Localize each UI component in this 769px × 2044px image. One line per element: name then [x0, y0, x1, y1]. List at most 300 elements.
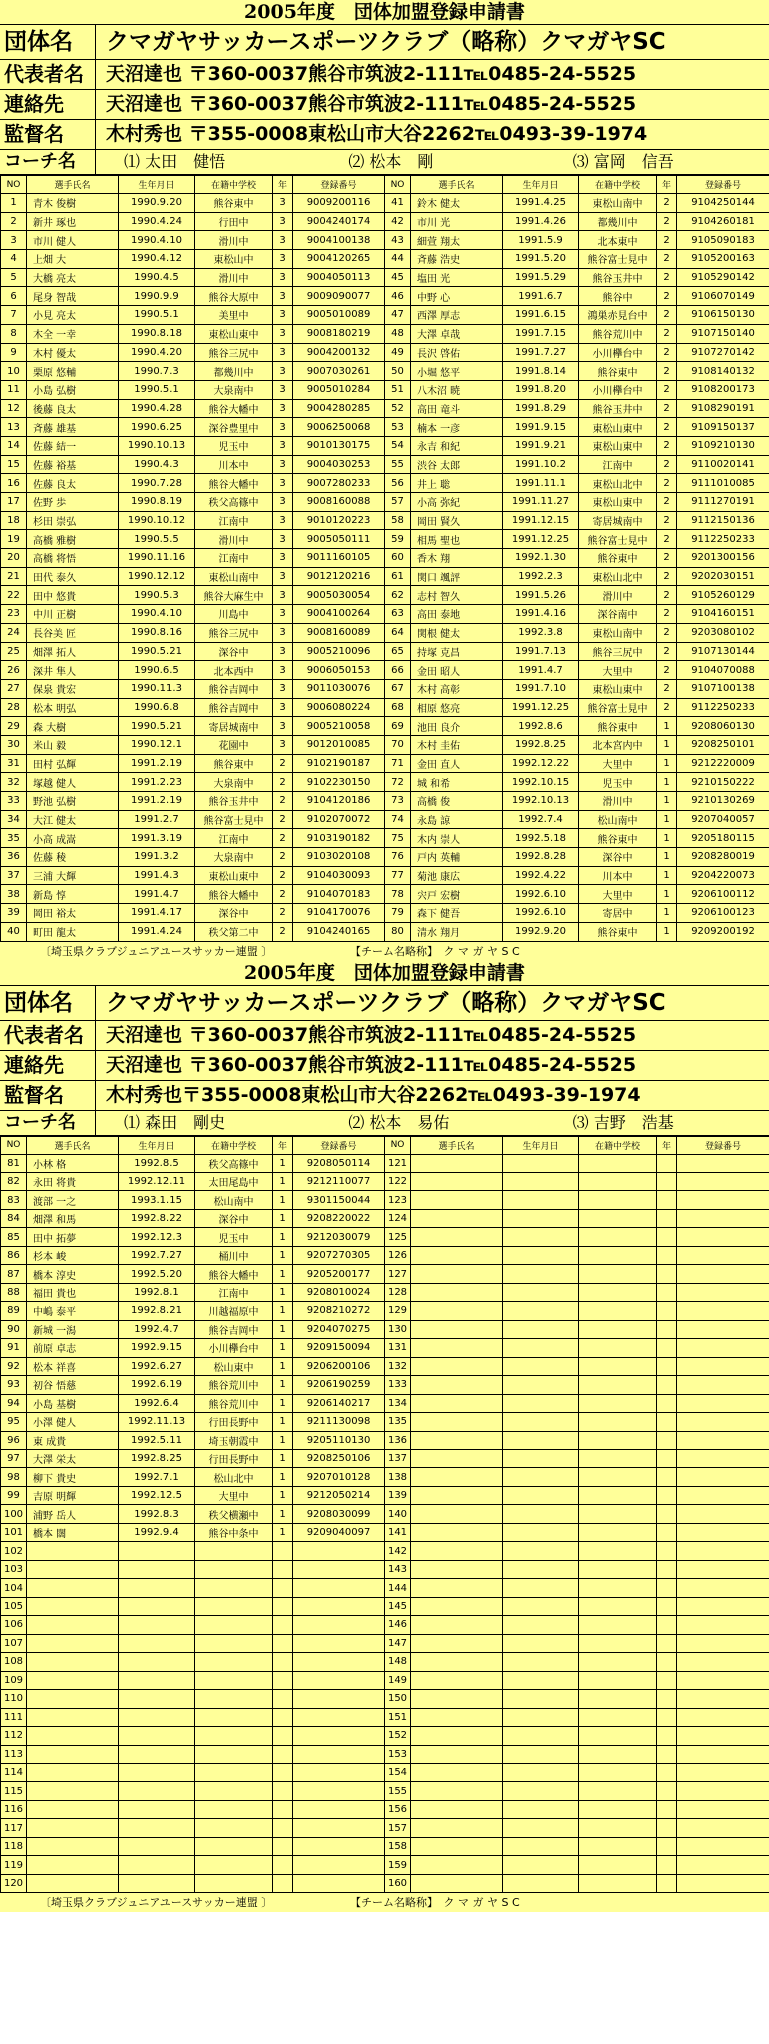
row-no: 123 — [385, 1191, 411, 1209]
grade — [657, 1450, 677, 1468]
row-no: 71 — [385, 754, 411, 773]
table-row — [1, 1763, 769, 1781]
player-name: 木村 圭佑 — [411, 735, 503, 754]
contact-row — [0, 90, 769, 120]
registration-no: 9209040097 — [293, 1523, 385, 1541]
birth-date: 1991.2.7 — [119, 810, 195, 829]
grade: 2 — [657, 324, 677, 343]
middle-school: 大泉南中 — [195, 848, 273, 867]
grade: 2 — [657, 511, 677, 530]
team-name-label: 団体名 — [0, 25, 96, 59]
player-name — [27, 1819, 119, 1837]
player-name: 永田 将貴 — [27, 1172, 119, 1190]
registration-no: 9103190182 — [293, 829, 385, 848]
grade: 1 — [657, 735, 677, 754]
table-row — [1, 1228, 769, 1246]
registration-no: 9205200177 — [293, 1265, 385, 1283]
row-no: 43 — [385, 231, 411, 250]
birth-date — [119, 1727, 195, 1745]
grade — [657, 1800, 677, 1818]
director-label: 監督名 — [0, 120, 96, 149]
birth-date: 1992.3.8 — [503, 623, 579, 642]
grade: 2 — [273, 866, 293, 885]
registration-no — [677, 1265, 769, 1283]
birth-date — [119, 1745, 195, 1763]
birth-date: 1991.3.19 — [119, 829, 195, 848]
middle-school: 熊谷東中 — [579, 829, 657, 848]
birth-date: 1991.7.10 — [503, 679, 579, 698]
registration-no — [293, 1542, 385, 1560]
table-row — [1, 1819, 769, 1837]
birth-date: 1991.4.17 — [119, 904, 195, 923]
middle-school: 深谷中 — [195, 904, 273, 923]
row-no: 133 — [385, 1376, 411, 1394]
grade: 2 — [657, 362, 677, 381]
middle-school: 東松山北中 — [579, 474, 657, 493]
row-no: 52 — [385, 399, 411, 418]
birth-date: 1991.2.19 — [119, 792, 195, 811]
middle-school — [195, 1800, 273, 1818]
middle-school — [195, 1763, 273, 1781]
row-no: 73 — [385, 792, 411, 811]
birth-date — [503, 1653, 579, 1671]
grade — [657, 1634, 677, 1652]
birth-date — [503, 1191, 579, 1209]
birth-date — [503, 1209, 579, 1227]
player-name: 塚越 健人 — [27, 773, 119, 792]
row-no: 102 — [1, 1542, 27, 1560]
registration-no — [293, 1745, 385, 1763]
registration-no: 9103020108 — [293, 848, 385, 867]
grade: 2 — [657, 306, 677, 325]
grade: 3 — [273, 549, 293, 568]
row-no: 122 — [385, 1172, 411, 1190]
birth-date — [503, 1468, 579, 1486]
player-name: 相馬 聖也 — [411, 530, 503, 549]
middle-school: 熊谷大原中 — [195, 287, 273, 306]
middle-school — [195, 1653, 273, 1671]
birth-date — [503, 1874, 579, 1892]
grade: 2 — [657, 231, 677, 250]
registration-no: 9301150044 — [293, 1191, 385, 1209]
middle-school: 江南中 — [195, 1283, 273, 1301]
registration-no: 9211130098 — [293, 1413, 385, 1431]
birth-date: 1991.4.3 — [119, 866, 195, 885]
middle-school: 江南中 — [195, 511, 273, 530]
birth-date — [503, 1542, 579, 1560]
birth-date — [503, 1376, 579, 1394]
registration-no: 9206100123 — [677, 904, 769, 923]
grade — [657, 1856, 677, 1874]
column-header: 在籍中学校 — [195, 1136, 273, 1154]
row-no: 47 — [385, 306, 411, 325]
player-name: 木村 高彰 — [411, 679, 503, 698]
middle-school: 深谷中 — [195, 1209, 273, 1227]
grade: 3 — [273, 679, 293, 698]
grade: 3 — [273, 231, 293, 250]
middle-school: 熊谷三尻中 — [195, 623, 273, 642]
row-no: 103 — [1, 1560, 27, 1578]
row-no: 90 — [1, 1320, 27, 1338]
registration-no: 9004120265 — [293, 250, 385, 269]
middle-school — [579, 1265, 657, 1283]
row-no: 137 — [385, 1450, 411, 1468]
registration-no: 9208210272 — [293, 1302, 385, 1320]
middle-school: 熊谷三尻中 — [579, 642, 657, 661]
table-row — [1, 1708, 769, 1726]
contact-row — [0, 1051, 769, 1081]
row-no: 10 — [1, 362, 27, 381]
row-no: 81 — [1, 1154, 27, 1172]
player-name: 三浦 大輝 — [27, 866, 119, 885]
column-header: 選手氏名 — [411, 1136, 503, 1154]
table-row — [1, 306, 769, 325]
middle-school — [579, 1468, 657, 1486]
middle-school: 松山南中 — [195, 1191, 273, 1209]
grade: 3 — [273, 194, 293, 213]
birth-date — [503, 1616, 579, 1634]
middle-school: 川本中 — [579, 866, 657, 885]
grade: 1 — [273, 1431, 293, 1449]
table-row — [1, 1856, 769, 1874]
row-no: 34 — [1, 810, 27, 829]
middle-school — [579, 1246, 657, 1264]
birth-date: 1991.4.7 — [119, 885, 195, 904]
grade: 1 — [657, 866, 677, 885]
middle-school: 江南中 — [579, 455, 657, 474]
grade: 2 — [657, 455, 677, 474]
player-name — [27, 1579, 119, 1597]
grade — [273, 1837, 293, 1855]
player-name: 佐藤 裕基 — [27, 455, 119, 474]
grade — [657, 1265, 677, 1283]
middle-school: 東松山東中 — [579, 679, 657, 698]
grade — [657, 1763, 677, 1781]
birth-date: 1990.4.3 — [119, 455, 195, 474]
middle-school: 寄居城南中 — [579, 511, 657, 530]
player-name — [27, 1782, 119, 1800]
registration-no: 9106070149 — [677, 287, 769, 306]
column-header: 選手氏名 — [27, 176, 119, 194]
grade: 2 — [273, 810, 293, 829]
row-no: 91 — [1, 1339, 27, 1357]
birth-date — [119, 1653, 195, 1671]
birth-date: 1990.5.3 — [119, 586, 195, 605]
birth-date: 1991.5.9 — [503, 231, 579, 250]
registration-no: 9203080102 — [677, 623, 769, 642]
registration-no — [293, 1874, 385, 1892]
row-no: 53 — [385, 418, 411, 437]
registration-no: 9109210130 — [677, 436, 769, 455]
middle-school — [195, 1634, 273, 1652]
middle-school — [579, 1376, 657, 1394]
middle-school: 松山南中 — [579, 810, 657, 829]
birth-date — [119, 1763, 195, 1781]
birth-date — [503, 1302, 579, 1320]
birth-date: 1992.8.28 — [503, 848, 579, 867]
grade: 3 — [273, 661, 293, 680]
row-no: 62 — [385, 586, 411, 605]
registration-no — [293, 1782, 385, 1800]
player-name: 金田 昭人 — [411, 661, 503, 680]
middle-school: 熊谷大幡中 — [195, 474, 273, 493]
birth-date: 1992.4.7 — [119, 1320, 195, 1338]
row-no: 7 — [1, 306, 27, 325]
grade: 1 — [273, 1357, 293, 1375]
middle-school — [579, 1800, 657, 1818]
player-name — [411, 1394, 503, 1412]
middle-school — [579, 1542, 657, 1560]
registration-no: 9107270142 — [677, 343, 769, 362]
player-name: 相原 悠亮 — [411, 698, 503, 717]
birth-date: 1990.9.20 — [119, 194, 195, 213]
row-no: 5 — [1, 268, 27, 287]
column-header: 登録番号 — [293, 176, 385, 194]
birth-date: 1990.10.12 — [119, 511, 195, 530]
row-no: 114 — [1, 1763, 27, 1781]
registration-no: 9204220073 — [677, 866, 769, 885]
middle-school: 太田尾島中 — [195, 1172, 273, 1190]
director-value: 木村秀也〒355-0008東松山市大谷2262℡0493-39-1974 — [106, 1083, 641, 1106]
birth-date: 1990.9.9 — [119, 287, 195, 306]
birth-date: 1990.4.20 — [119, 343, 195, 362]
middle-school: 大里中 — [195, 1486, 273, 1504]
middle-school: 寄居中 — [579, 904, 657, 923]
row-no: 36 — [1, 848, 27, 867]
table-row — [1, 904, 769, 923]
player-name — [411, 1597, 503, 1615]
player-name — [411, 1671, 503, 1689]
federation-name: 〔埼玉県クラブジュニアユースサッカー連盟 〕 — [40, 1896, 273, 1910]
grade: 1 — [273, 1413, 293, 1431]
row-no: 11 — [1, 380, 27, 399]
table-row — [1, 810, 769, 829]
grade: 1 — [273, 1209, 293, 1227]
grade: 2 — [273, 773, 293, 792]
grade: 1 — [657, 717, 677, 736]
registration-no: 9104120186 — [293, 792, 385, 811]
table-row — [1, 1616, 769, 1634]
player-name — [411, 1154, 503, 1172]
player-name: 柳下 貴史 — [27, 1468, 119, 1486]
birth-date — [119, 1634, 195, 1652]
column-header: NO — [385, 1136, 411, 1154]
registration-no: 9008180219 — [293, 324, 385, 343]
player-name: 後藤 良太 — [27, 399, 119, 418]
player-name — [411, 1560, 503, 1578]
birth-date: 1991.3.2 — [119, 848, 195, 867]
row-no: 127 — [385, 1265, 411, 1283]
birth-date — [119, 1800, 195, 1818]
registration-no — [293, 1690, 385, 1708]
table-row — [1, 885, 769, 904]
grade: 1 — [657, 922, 677, 941]
registration-no: 9111010085 — [677, 474, 769, 493]
table-row — [1, 1874, 769, 1892]
grade: 2 — [657, 250, 677, 269]
row-no: 57 — [385, 493, 411, 512]
grade: 2 — [273, 904, 293, 923]
table-row — [1, 380, 769, 399]
player-name — [27, 1671, 119, 1689]
player-name: 上畑 大 — [27, 250, 119, 269]
middle-school: 川越福原中 — [195, 1302, 273, 1320]
middle-school: 滑川中 — [579, 792, 657, 811]
table-row — [1, 455, 769, 474]
birth-date: 1992.5.20 — [119, 1265, 195, 1283]
grade: 2 — [657, 679, 677, 698]
row-no: 100 — [1, 1505, 27, 1523]
registration-no: 9104030093 — [293, 866, 385, 885]
player-name: 田代 泰久 — [27, 567, 119, 586]
player-name — [411, 1800, 503, 1818]
row-no: 158 — [385, 1837, 411, 1855]
player-name: 新島 惇 — [27, 885, 119, 904]
player-name: 松本 祥喜 — [27, 1357, 119, 1375]
row-no: 101 — [1, 1523, 27, 1541]
grade — [657, 1597, 677, 1615]
registration-no — [677, 1468, 769, 1486]
birth-date: 1992.12.3 — [119, 1228, 195, 1246]
birth-date: 1991.5.20 — [503, 250, 579, 269]
middle-school — [579, 1209, 657, 1227]
middle-school — [579, 1560, 657, 1578]
registration-no: 9207270305 — [293, 1246, 385, 1264]
row-no: 104 — [1, 1579, 27, 1597]
birth-date — [119, 1708, 195, 1726]
birth-date: 1991.6.7 — [503, 287, 579, 306]
grade: 3 — [273, 642, 293, 661]
table-row — [1, 493, 769, 512]
player-name: 青木 俊樹 — [27, 194, 119, 213]
middle-school: 江南中 — [195, 829, 273, 848]
table-row — [1, 1413, 769, 1431]
row-no: 99 — [1, 1486, 27, 1504]
row-no: 18 — [1, 511, 27, 530]
coach-row — [0, 1111, 769, 1136]
birth-date: 1990.10.13 — [119, 436, 195, 455]
middle-school — [579, 1616, 657, 1634]
player-name: 長谷美 匠 — [27, 623, 119, 642]
table-row — [1, 287, 769, 306]
birth-date — [503, 1505, 579, 1523]
row-no: 152 — [385, 1727, 411, 1745]
middle-school: 東松山南中 — [195, 567, 273, 586]
row-no: 139 — [385, 1486, 411, 1504]
row-no: 132 — [385, 1357, 411, 1375]
birth-date: 1992.11.13 — [119, 1413, 195, 1431]
row-no: 160 — [385, 1874, 411, 1892]
birth-date: 1992.7.27 — [119, 1246, 195, 1264]
birth-date: 1990.7.28 — [119, 474, 195, 493]
middle-school: 熊谷玉井中 — [579, 399, 657, 418]
row-no: 66 — [385, 661, 411, 680]
birth-date: 1993.1.15 — [119, 1191, 195, 1209]
middle-school: 大里中 — [579, 754, 657, 773]
table-row — [1, 1800, 769, 1818]
grade — [657, 1653, 677, 1671]
birth-date: 1990.11.3 — [119, 679, 195, 698]
registration-no: 9104240165 — [293, 922, 385, 941]
birth-date — [119, 1579, 195, 1597]
grade — [657, 1394, 677, 1412]
registration-no: 9104070183 — [293, 885, 385, 904]
registration-no: 9004240174 — [293, 212, 385, 231]
row-no: 115 — [1, 1782, 27, 1800]
birth-date — [503, 1523, 579, 1541]
middle-school: 行田長野中 — [195, 1450, 273, 1468]
row-no: 148 — [385, 1653, 411, 1671]
grade — [273, 1597, 293, 1615]
middle-school — [579, 1874, 657, 1892]
registration-no: 9107130144 — [677, 642, 769, 661]
row-no: 28 — [1, 698, 27, 717]
player-name: 渡部 一之 — [27, 1191, 119, 1209]
registration-no — [293, 1653, 385, 1671]
table-row — [1, 1579, 769, 1597]
grade: 2 — [657, 343, 677, 362]
middle-school — [579, 1302, 657, 1320]
birth-date — [503, 1579, 579, 1597]
registration-no: 9108140132 — [677, 362, 769, 381]
row-no: 31 — [1, 754, 27, 773]
table-row — [1, 1486, 769, 1504]
player-name: 福田 貴也 — [27, 1283, 119, 1301]
player-name: 中川 正樹 — [27, 605, 119, 624]
middle-school — [579, 1413, 657, 1431]
birth-date — [503, 1800, 579, 1818]
table-row — [1, 661, 769, 680]
table-row — [1, 1653, 769, 1671]
player-name: 高田 泰地 — [411, 605, 503, 624]
registration-no: 9102190187 — [293, 754, 385, 773]
birth-date: 1991.12.25 — [503, 530, 579, 549]
grade: 2 — [657, 586, 677, 605]
team-name-row — [0, 25, 769, 60]
registration-no — [677, 1837, 769, 1855]
registration-no — [293, 1597, 385, 1615]
row-no: 107 — [1, 1634, 27, 1652]
player-name — [411, 1450, 503, 1468]
table-row — [1, 754, 769, 773]
birth-date — [503, 1357, 579, 1375]
registration-no: 9206100112 — [677, 885, 769, 904]
federation-name: 〔埼玉県クラブジュニアユースサッカー連盟 〕 — [40, 944, 273, 958]
middle-school — [195, 1745, 273, 1763]
row-no: 9 — [1, 343, 27, 362]
row-no: 20 — [1, 549, 27, 568]
middle-school: 熊谷東中 — [579, 362, 657, 381]
middle-school: 秩父横瀬中 — [195, 1505, 273, 1523]
grade: 3 — [273, 418, 293, 437]
registration-no: 9212220009 — [677, 754, 769, 773]
grade: 2 — [657, 698, 677, 717]
player-name — [27, 1800, 119, 1818]
player-name: 市川 光 — [411, 212, 503, 231]
grade: 3 — [273, 530, 293, 549]
team-name-row — [0, 986, 769, 1021]
birth-date — [503, 1597, 579, 1615]
middle-school: 児玉中 — [195, 1228, 273, 1246]
row-no: 4 — [1, 250, 27, 269]
birth-date: 1990.6.5 — [119, 661, 195, 680]
grade: 1 — [657, 885, 677, 904]
row-no: 121 — [385, 1154, 411, 1172]
player-name — [411, 1819, 503, 1837]
registration-no — [677, 1653, 769, 1671]
table-row — [1, 549, 769, 568]
player-name: 中嶋 泰平 — [27, 1302, 119, 1320]
